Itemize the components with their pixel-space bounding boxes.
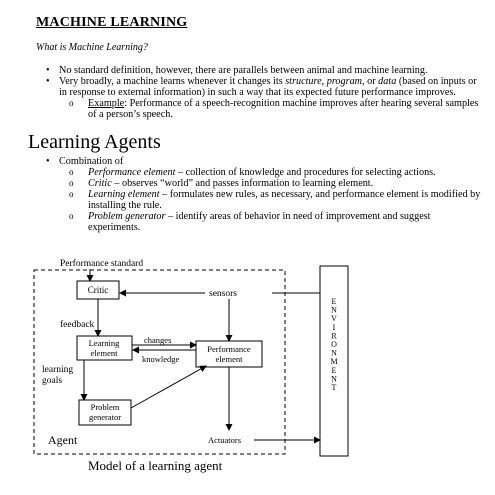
page-title: MACHINE LEARNING — [36, 15, 188, 30]
point-text: No standard definition, however, there are parallels between animal and machine learning. — [59, 65, 428, 76]
knowledge-label: knowledge — [142, 354, 180, 364]
sensors-label: sensors — [209, 289, 237, 299]
actuators-label: Actuators — [208, 435, 242, 445]
component-item: o Critic – observes “world” and passes information to learning element. — [59, 178, 484, 189]
environment-letter: V — [331, 314, 337, 324]
environment-letter: O — [331, 340, 337, 349]
question-line: What is Machine Learning? — [36, 42, 148, 53]
component-item: o Performance element – collection of knowledge and procedures for selecting actions. — [59, 167, 484, 178]
component-item: o Learning element – formulates new rules, as necessary, and performance element is modified by installing the rule. — [59, 189, 484, 211]
environment-letter: T — [331, 383, 337, 392]
problem-generator-label: Problem — [90, 402, 120, 412]
generator-to-performance-arrow — [131, 366, 206, 408]
agent-label: Agent — [48, 433, 78, 447]
feedback-label: feedback — [60, 320, 95, 330]
example-label: Example — [88, 98, 125, 109]
example-text: : Performance of a speech-recognition machine improves after hearing several samples of a person’s speech. — [88, 98, 479, 120]
environment-letter: I — [332, 322, 336, 332]
environment-letter: E — [331, 365, 337, 375]
learning-element-label: Learning — [88, 338, 120, 348]
environment-letter: R — [331, 331, 337, 341]
environment-letter: N — [331, 374, 337, 384]
environment-letter: E — [331, 297, 337, 306]
learning-goals-label: learning — [42, 365, 74, 375]
learning-goals-label: goals — [42, 376, 63, 386]
environment-label — [330, 297, 337, 392]
performance-element-label: Performance — [207, 344, 251, 354]
problem-generator-label: generator — [88, 412, 122, 422]
environment-letter: N — [331, 348, 337, 358]
environment-letter: M — [330, 357, 338, 367]
component-item: o Problem generator – identify areas of behavior in need of improvement and suggest experiments. — [59, 211, 484, 233]
list-item: • Very broadly, a machine learns whenever it changes its structure, program, or data (based on inputs or in response to external information) in such a way that its expected future performance improves. o Example: Performance of a speech-recognition machine improves after hearing several samples of a person’s speech. — [44, 76, 484, 120]
learning-element-label: element — [90, 348, 118, 358]
performance-element-label: element — [215, 354, 243, 364]
performance-standard-label: Performance standard — [60, 259, 144, 269]
section-title: Learning Agents — [28, 131, 161, 153]
combination-label: Combination of — [59, 156, 124, 167]
critic-label: Critic — [87, 285, 109, 295]
environment-letter: N — [331, 305, 337, 315]
diagram-caption: Model of a learning agent — [88, 458, 223, 473]
changes-label: changes — [144, 335, 172, 345]
